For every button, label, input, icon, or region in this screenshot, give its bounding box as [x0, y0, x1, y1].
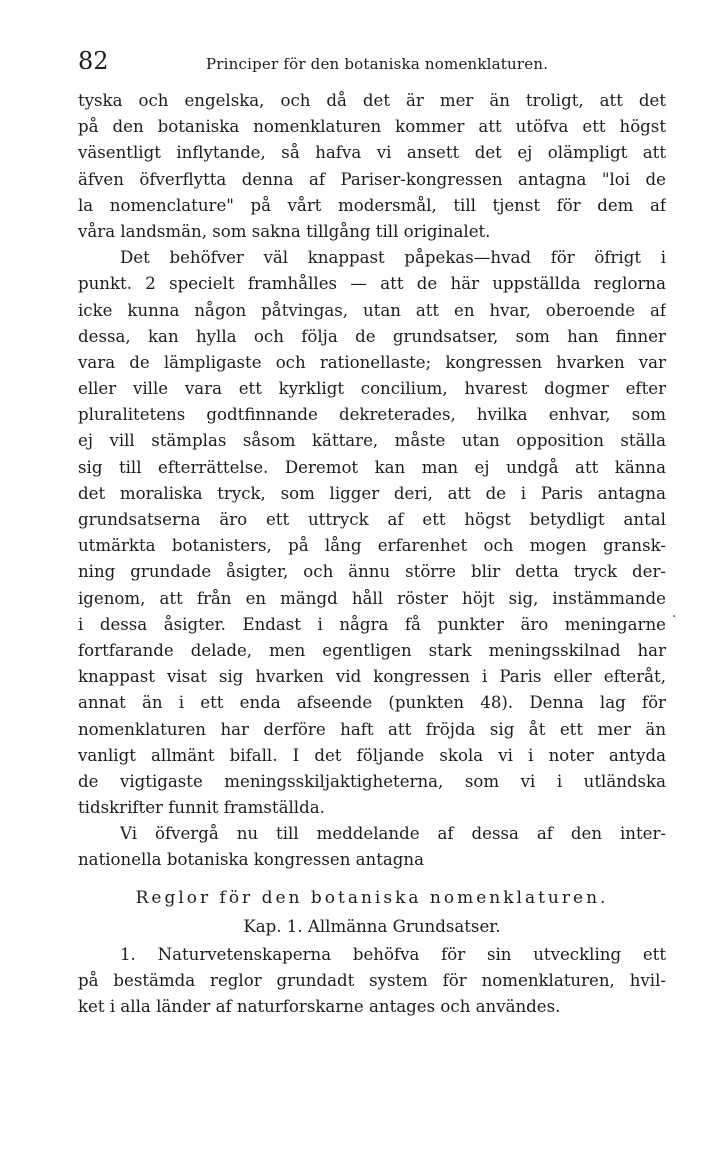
- text-line: la nomenclature" på vårt modersmål, till tjenst för dem af: [78, 195, 666, 215]
- text-line: punkt. 2 specielt framhålles — att de här uppställda reglorna: [78, 274, 666, 294]
- text-line: väsentligt inflytande, så hafva vi ansett det ej olämpligt att: [78, 143, 666, 163]
- page-number: 82: [78, 47, 109, 75]
- text-line: icke kunna någon påtvingas, utan att en hvar, oberoende af: [78, 300, 666, 320]
- text-line: igenom, att från en mängd håll röster höjt sig, instämmande: [78, 588, 666, 608]
- spacer: [78, 874, 666, 884]
- text-line: eller ville vara ett kyrkligt concilium, hvarest dogmer efter: [78, 379, 666, 399]
- text-line: 1. Naturvetenskaperna behöfva för sin utveckling ett: [120, 944, 666, 964]
- chapter-title: Kap. 1. Allmänna Grundsatser.: [243, 916, 501, 936]
- text-line: tyska och engelska, och då det är mer än troligt, att det: [78, 91, 666, 110]
- margin-mark: ·: [672, 609, 677, 625]
- text-line: annat än i ett enda afseende (punkten 48). Denna lag för: [78, 693, 666, 713]
- text-line: nomenklaturen har derföre haft att fröjda sig åt ett mer än: [78, 719, 666, 739]
- text-line: i dessa åsigter. Endast i några få punkter äro meningarne: [78, 614, 666, 634]
- text-line: knappast visat sig hvarken vid kongressen i Paris eller efteråt,: [78, 667, 666, 687]
- text-line: på bestämda reglor grundadt system för nomenklaturen, hvil-: [78, 970, 666, 990]
- text-line: pluralitetens godtfinnande dekreterades, hvilka enhvar, som: [78, 405, 666, 425]
- text-line: grundsatserna äro ett uttryck af ett högst betydligt antal: [78, 510, 666, 529]
- text-line: de vigtigaste meningsskiljaktigheterna, som vi i utländska: [78, 771, 666, 791]
- running-title: Principer för den botaniska nomenklaturen.: [206, 55, 549, 73]
- text-line: ning grundade åsigter, och ännu större blir detta tryck der-: [78, 562, 666, 582]
- paragraph-3: [78, 821, 666, 873]
- text-line: ej vill stämplas såsom kättare, måste utan opposition ställa: [78, 431, 666, 451]
- paragraph-4: [78, 942, 666, 1021]
- text-line: fortfarande delade, men egentligen stark meningsskilnad har: [78, 640, 666, 660]
- text-line: nationella botaniska kongressen antagna: [78, 850, 425, 870]
- text-line: utmärkta botanisters, på lång erfarenhet och mogen gransk-: [78, 536, 666, 556]
- text-line: sig till efterrättelse. Deremot kan man ej undgå att känna: [78, 457, 666, 477]
- text-line: vara de lämpligaste och rationellaste; kongressen hvarken var: [78, 352, 666, 372]
- text-line: tidskrifter funnit framställda.: [78, 798, 325, 818]
- paragraph-2: [78, 245, 666, 821]
- text-line: våra landsmän, som sakna tillgång till originalet.: [78, 221, 491, 241]
- text-line: Det behöfver väl knappast påpekas—hvad för öfrigt i: [120, 248, 666, 268]
- text-line: på den botaniska nomenklaturen kommer att utöfva ett högst: [78, 117, 666, 137]
- text-line: dessa, kan hylla och följa de grundsatser, som han finner: [78, 326, 666, 346]
- paragraph-1: [78, 88, 666, 245]
- text-line: Vi öfvergå nu till meddelande af dessa af den inter-: [120, 824, 666, 844]
- text-line: ket i alla länder af naturforskarne antages och användes.: [78, 997, 561, 1016]
- text-line: det moraliska tryck, som ligger deri, att de i Paris antagna: [78, 483, 666, 503]
- page-header: [0, 46, 701, 80]
- section-title: Reglor för den botaniska nomenklaturen.: [135, 887, 609, 908]
- body-text: [78, 88, 666, 1020]
- text-line: vanligt allmänt bifall. I det följande skola vi i noter antyda: [78, 745, 666, 765]
- text-line: äfven öfverflytta denna af Pariser-kongressen antagna "loi de: [78, 169, 666, 189]
